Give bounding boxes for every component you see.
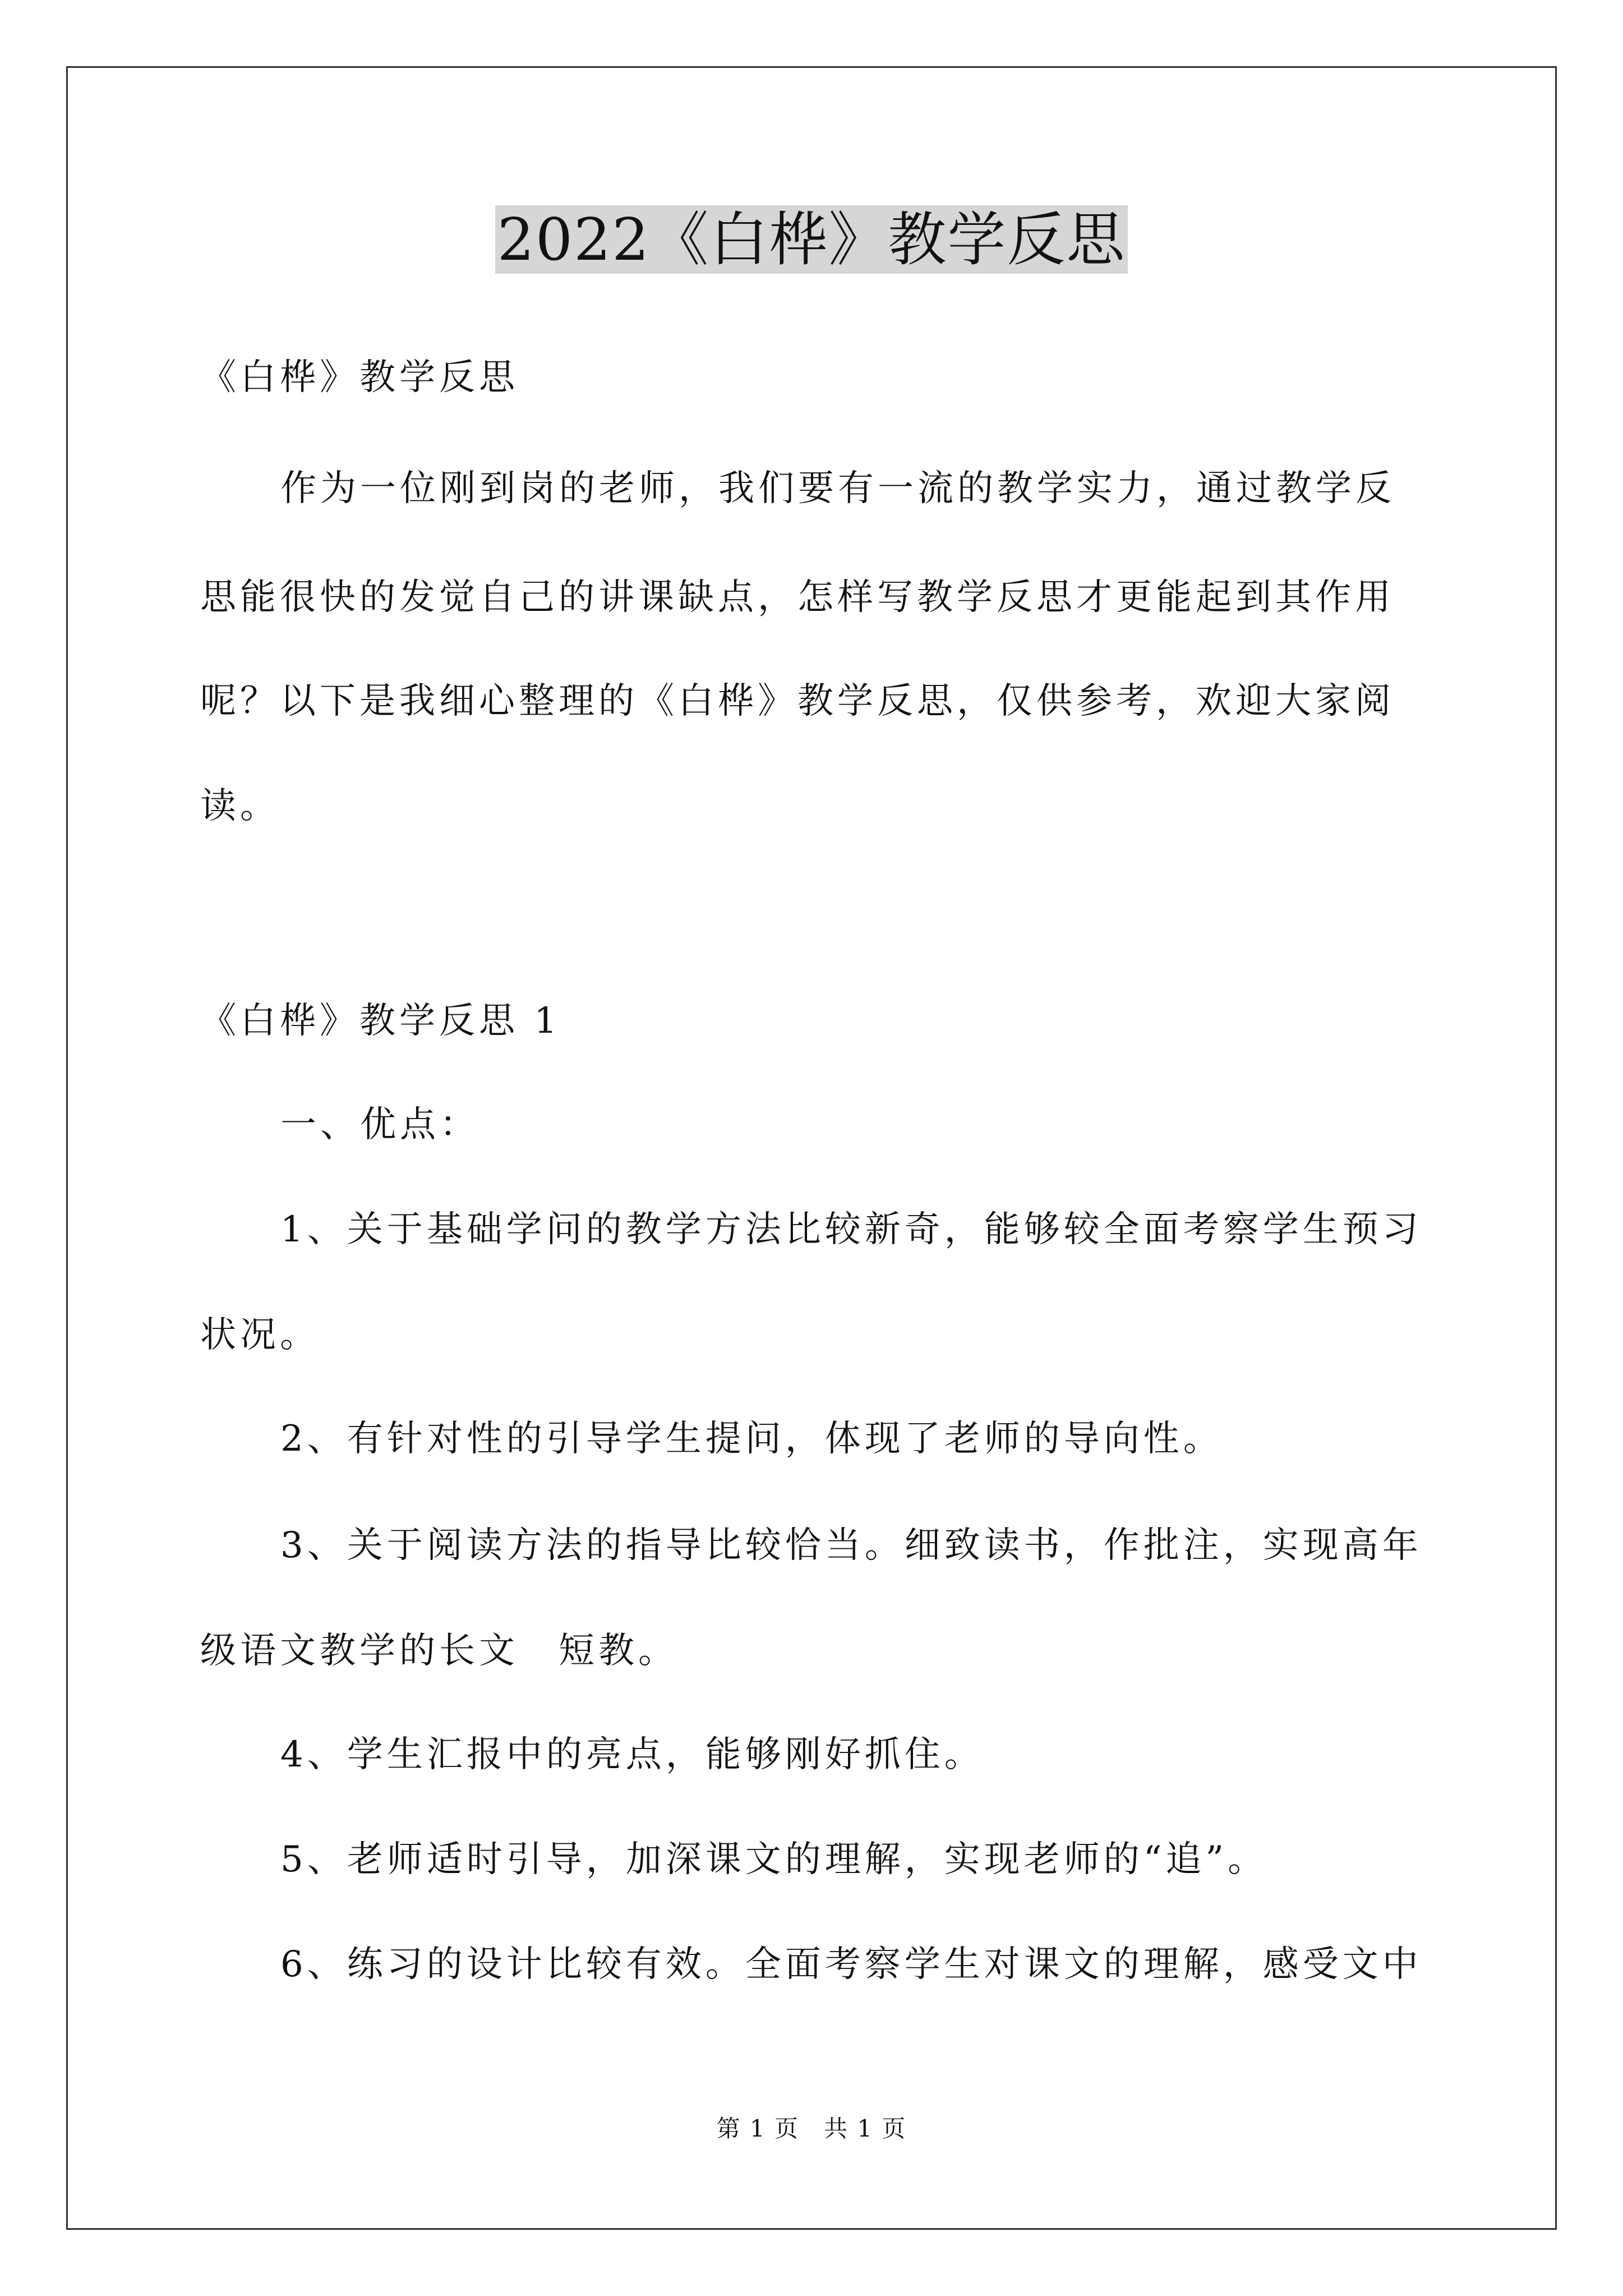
document-title (0, 203, 1623, 276)
list-item: 5、老师适时引导，加深课文的理解，实现老师的“追”。 (280, 1839, 1268, 1880)
list-item: 1、关于基础学问的教学方法比较新奇，能够较全面考察学生预习 (280, 1209, 1422, 1250)
section-heading: 《白桦》教学反思 1 (200, 1000, 561, 1042)
list-item: 2、有针对性的引导学生提问，体现了老师的导向性。 (280, 1418, 1223, 1460)
intro-line: 呢？以下是我细心整理的《白桦》教学反思，仅供参考，欢迎大家阅 (200, 680, 1395, 722)
list-item-continuation: 状况。 (200, 1314, 320, 1356)
intro-line: 作为一位刚到岗的老师，我们要有一流的教学实力，通过教学反 (280, 468, 1395, 509)
page-footer: 第 1 页 共 1 页 (716, 2115, 907, 2142)
list-item-continuation: 级语文教学的长文 短教。 (200, 1630, 678, 1672)
list-item: 6、练习的设计比较有效。全面考察学生对课文的理解，感受文中 (280, 1944, 1422, 1985)
list-item: 3、关于阅读方法的指导比较恰当。细致读书，作批注，实现高年 (280, 1525, 1422, 1566)
title-text: 2022《白桦》教学反思 (495, 205, 1128, 274)
intro-line: 思能很快的发觉自己的讲课缺点，怎样写教学反思才更能起到其作用 (200, 577, 1395, 618)
list-item: 4、学生汇报中的亮点，能够刚好抓住。 (280, 1734, 984, 1775)
subsection-heading: 一、优点： (280, 1104, 479, 1145)
intro-line: 读。 (200, 785, 280, 827)
subtitle-line: 《白桦》教学反思 (200, 357, 519, 398)
